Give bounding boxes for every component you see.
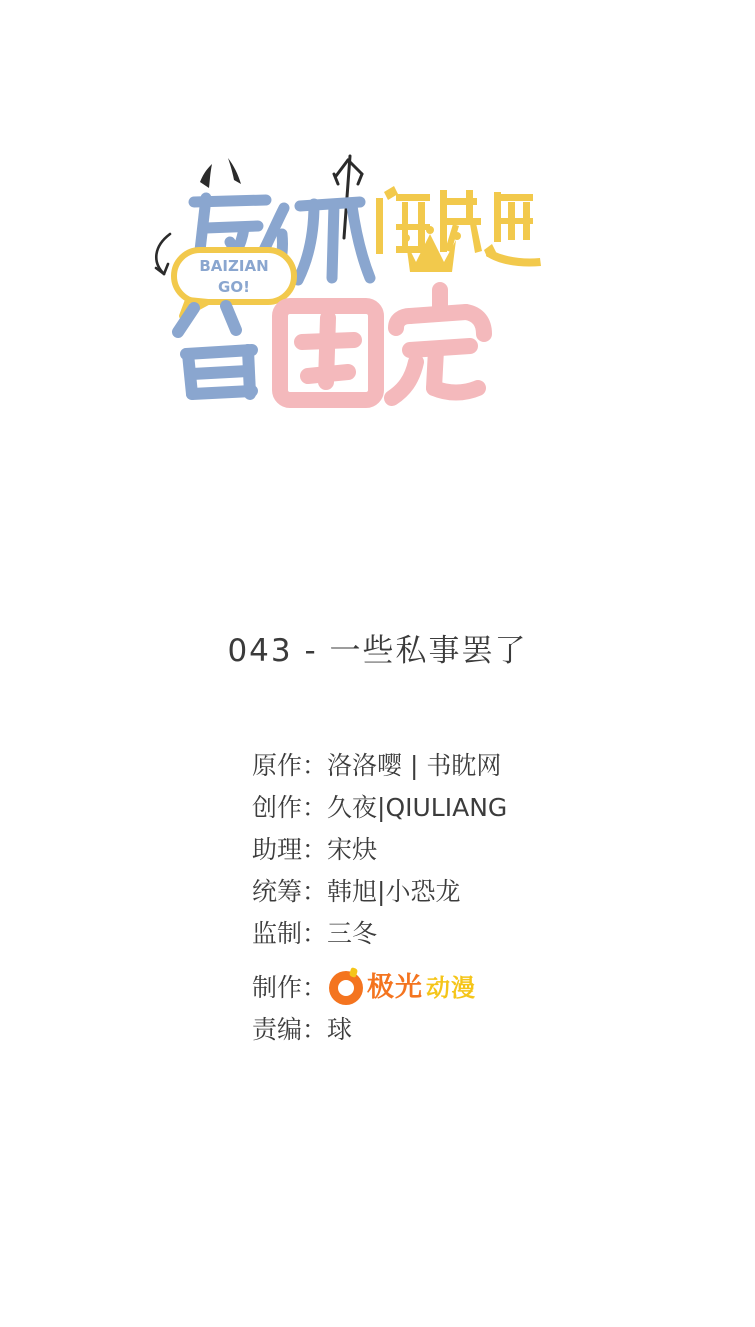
credit-row-editor	[252, 1009, 672, 1051]
credit-row-assistant	[252, 829, 672, 871]
title-logo-svg	[148, 150, 608, 430]
logo-char-tuan	[280, 306, 376, 400]
credit-value-supervisor: 三冬	[327, 919, 378, 948]
credit-label-production: 制作：	[252, 973, 328, 1002]
title-logo	[0, 150, 755, 440]
badge-line1: BAIZIAN	[198, 257, 269, 275]
devil-horns-icon	[200, 158, 241, 188]
studio-name-part2: 动漫	[426, 974, 477, 1002]
studio-name-part1: 极光	[367, 972, 424, 1003]
curved-arrow-icon	[156, 234, 170, 274]
studio-mark-icon	[329, 971, 363, 1005]
credit-label-original: 原作：	[252, 751, 328, 780]
logo-char-chong	[392, 290, 484, 398]
credit-label-supervisor: 监制：	[252, 919, 328, 948]
credit-value-creator: 久夜|QIULIANG	[327, 793, 508, 822]
credit-value-editor: 球	[327, 1015, 353, 1044]
credit-label-assistant: 助理：	[252, 835, 328, 864]
credit-label-creator: 创作：	[252, 793, 328, 822]
credit-value-original: 洛洛嘤 | 书眈网	[327, 751, 502, 780]
credit-row-supervisor	[252, 913, 672, 955]
credit-row-creator	[252, 787, 672, 829]
badge-line2: GO!	[217, 278, 250, 296]
logo-char-dang	[178, 306, 252, 394]
credit-row-original	[252, 745, 672, 787]
credit-row-production	[252, 967, 672, 1009]
credit-value-assistant: 宋炔	[327, 835, 378, 864]
credit-row-coordinator	[252, 871, 672, 913]
logo-chars-tabeipo	[376, 186, 541, 267]
studio-logo	[329, 967, 476, 1009]
episode-title: 043 - 一些私事罢了	[227, 633, 528, 669]
credit-label-coordinator: 统筹：	[252, 877, 328, 906]
credit-value-coordinator: 韩旭|小恐龙	[327, 877, 461, 906]
credit-label-editor: 责编：	[252, 1015, 328, 1044]
credits-block	[252, 745, 672, 1051]
